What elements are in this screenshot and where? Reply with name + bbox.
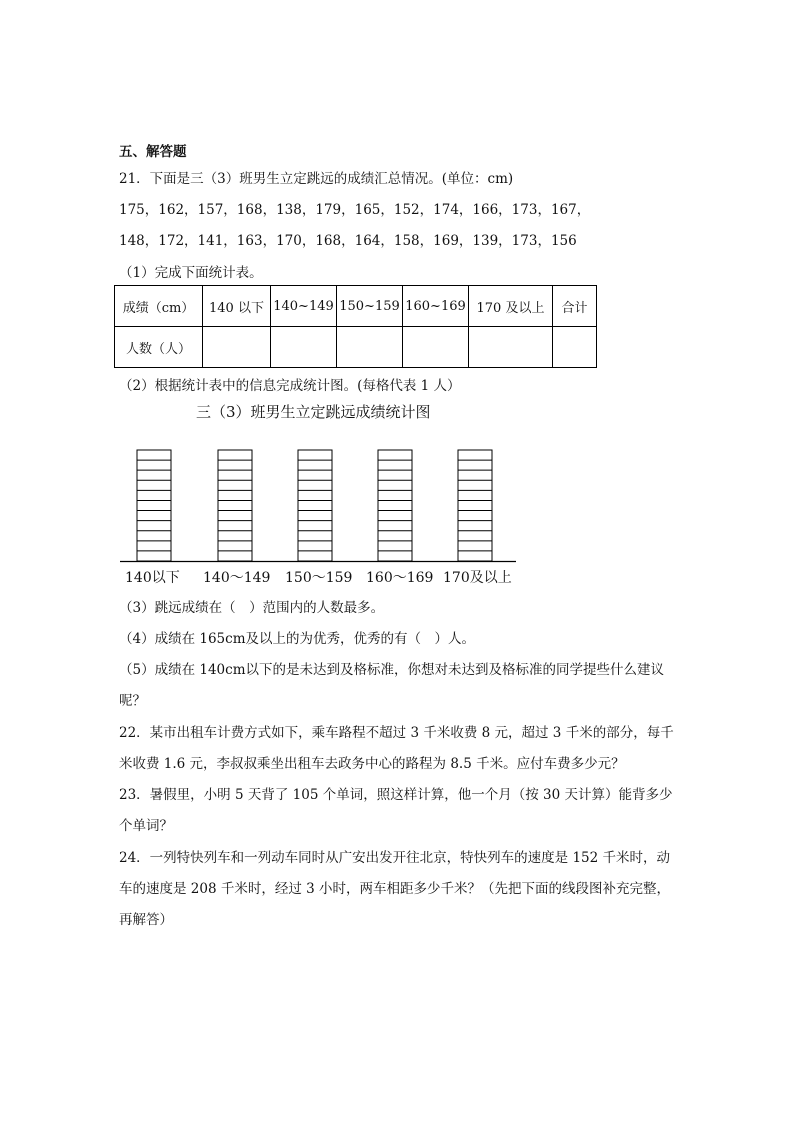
- chart-column-frame: [137, 450, 171, 561]
- table-header-cell: 140~149: [271, 286, 337, 327]
- x-tick-label: 170及以上: [443, 570, 512, 586]
- x-tick-label: 140以下: [125, 570, 180, 586]
- chart-grid-column: [378, 450, 412, 561]
- table-header-cell: 150~159: [337, 286, 403, 327]
- table-header-cell: 170 及以上: [469, 286, 553, 327]
- chart-grid-column: [458, 450, 492, 561]
- q22-line1: 22．某市出租车计费方式如下，乘车路程不超过 3 千米收费 8 元，超过 3 千米的部分，每千: [119, 725, 674, 741]
- q21-part5-line2: 呢？: [119, 693, 146, 709]
- section-title: 五、解答题: [119, 144, 187, 160]
- q23-line1: 23．暑假里，小明 5 天背了 105 个单词，照这样计算，他一个月（按 30 天计算）能背多少: [119, 787, 673, 803]
- q24-line1: 24．一列特快列车和一列动车同时从广安出发开往北京，特快列车的速度是 152 千米时，动: [119, 850, 671, 866]
- q21-part4: （4）成绩在 165cm及以上的为优秀，优秀的有（ ）人。: [119, 631, 476, 647]
- x-tick-label: 150～159: [285, 570, 353, 586]
- q21-data-line-2: 148，172，141，163，170，168，164，158，169，139，173，156: [119, 233, 577, 249]
- table-header-cell: 160~169: [403, 286, 469, 327]
- x-tick-label: 140～149: [203, 570, 271, 586]
- chart-grid-column: [137, 450, 171, 561]
- chart-column-frame: [378, 450, 412, 561]
- table-header-cell: 140 以下: [203, 286, 271, 327]
- q21-part2: （2）根据统计表中的信息完成统计图。(每格代表 1 人）: [119, 378, 461, 394]
- q21-part1: （1）完成下面统计表。: [119, 265, 263, 281]
- chart-column-frame: [298, 450, 332, 561]
- q24-line2: 车的速度是 208 千米时，经过 3 小时，两车相距多少千米？（先把下面的线段图补充完整，: [119, 881, 671, 897]
- table-row-label: 人数（人）: [115, 327, 203, 368]
- table-header-cell: 合计: [553, 286, 597, 327]
- table-header-cell: 成绩（cm）: [115, 286, 203, 327]
- chart-grid-column: [218, 450, 252, 561]
- q22-line2: 米收费 1.6 元，李叔叔乘坐出租车去政务中心的路程为 8.5 千米。应付车费多少元？: [119, 756, 625, 772]
- q21-stem: 21．下面是三（3）班男生立定跳远的成绩汇总情况。(单位：cm): [119, 171, 514, 187]
- chart-grid-column: [298, 450, 332, 561]
- q23-line2: 个单词？: [119, 818, 173, 834]
- q21-part3: （3）跳远成绩在（ ）范围内的人数最多。: [119, 600, 385, 616]
- chart-title: 三（3）班男生立定跳远成绩统计图: [196, 403, 431, 421]
- chart-column-frame: [218, 450, 252, 561]
- q21-data-line-1: 175，162，157，168，138，179，165，152，174，166，173，167，: [119, 202, 591, 218]
- x-tick-label: 160～169: [366, 570, 434, 586]
- q24-line3: 再解答）: [119, 912, 173, 928]
- chart-column-frame: [458, 450, 492, 561]
- q21-part5-line1: （5）成绩在 140cm以下的是未达到及格标准，你想对未达到及格标准的同学提些什么建议: [119, 662, 665, 678]
